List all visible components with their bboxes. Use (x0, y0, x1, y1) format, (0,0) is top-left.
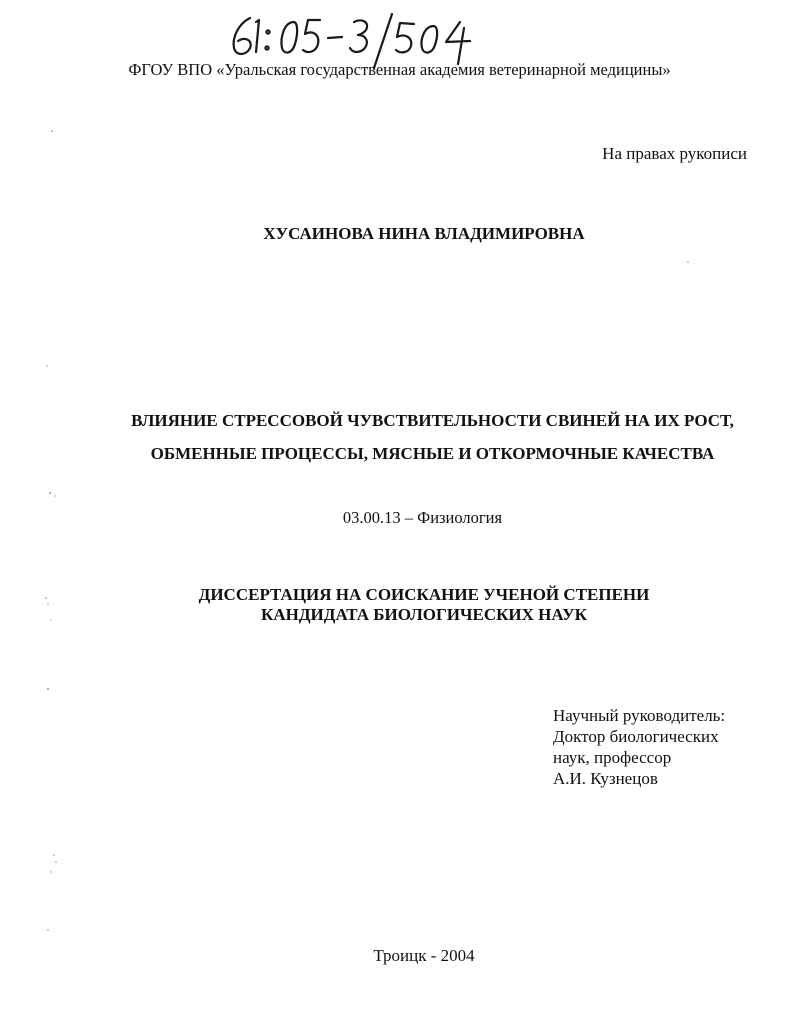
degree-line-1: ДИССЕРТАЦИЯ НА СОИСКАНИЕ УЧЕНОЙ СТЕПЕНИ (198, 585, 650, 604)
title-line-2: ОБМЕННЫЕ ПРОЦЕССЫ, МЯСНЫЕ И ОТКОРМОЧНЫЕ КАЧЕСТВА (150, 444, 715, 463)
author-name: ХУСАИНОВА НИНА ВЛАДИМИРОВНА (263, 224, 585, 243)
degree-statement (0, 585, 799, 625)
institution-name: ФГОУ ВПО «Уральская государственная академия ветеринарной медицины» (128, 60, 671, 79)
degree-line-2: КАНДИДАТА БИОЛОГИЧЕСКИХ НАУК (261, 605, 587, 624)
title-line-1: ВЛИЯНИЕ СТРЕССОВОЙ ЧУВСТВИТЕЛЬНОСТИ СВИНЕЙ НА ИХ РОСТ, (131, 411, 734, 430)
specialty-code: 03.00.13 – Физиология (342, 508, 503, 527)
advisor-line-4: А.И. Кузнецов (553, 769, 658, 788)
advisor-line-1: Научный руководитель: (553, 706, 726, 725)
dissertation-title (0, 404, 799, 470)
scientific-advisor-block (553, 705, 725, 789)
advisor-line-3: наук, профессор (553, 748, 672, 767)
city-and-year: Троицк - 2004 (373, 946, 475, 965)
manuscript-rights-note: На правах рукописи (602, 144, 747, 163)
advisor-line-2: Доктор биологических (553, 727, 719, 746)
